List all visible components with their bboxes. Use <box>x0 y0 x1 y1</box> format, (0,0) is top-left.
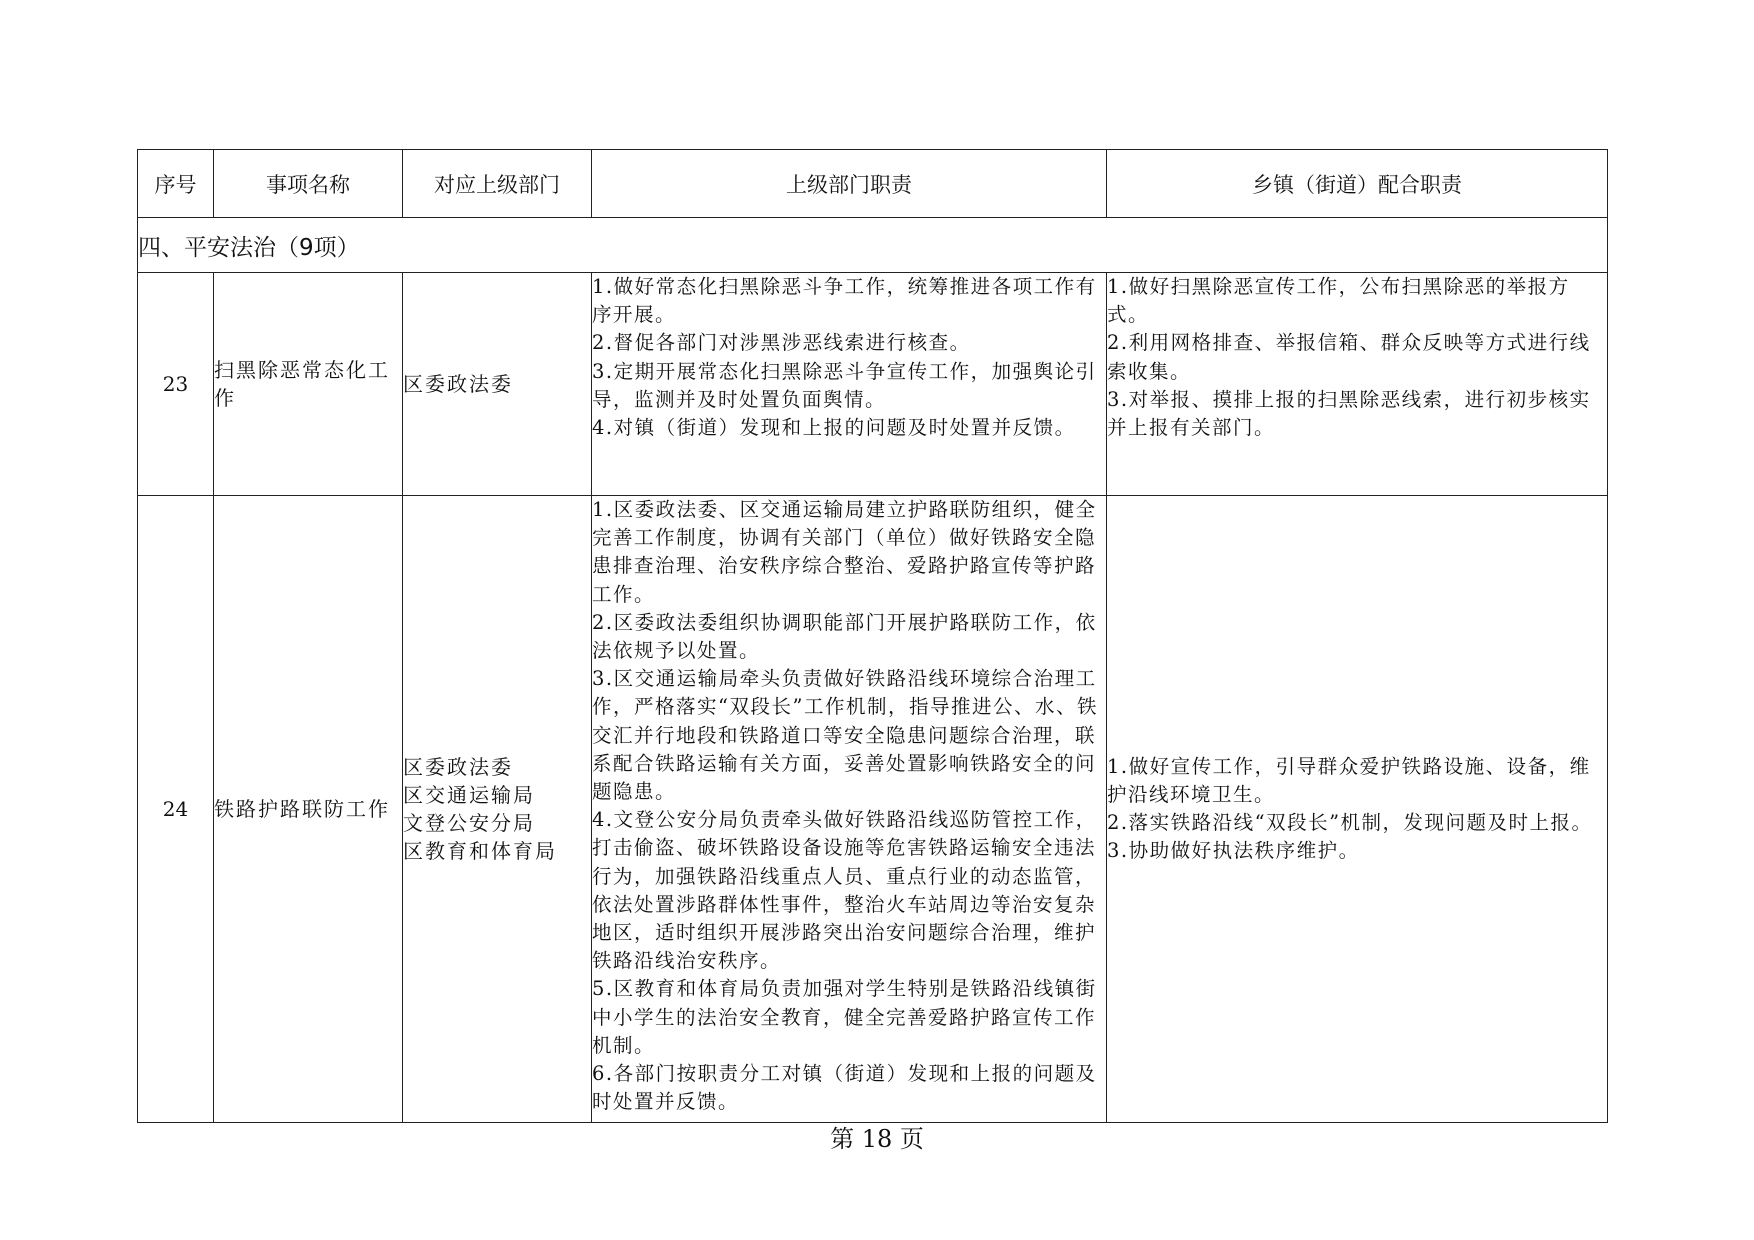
duty-item: 5.区教育和体育局负责加强对学生特别是铁路沿线镇街中小学生的法治安全教育，健全完善爱路护路宣传工作机制。 <box>592 977 1097 1057</box>
town-duty-item: 2.利用网格排查、举报信箱、群众反映等方式进行线索收集。 <box>1107 331 1591 383</box>
header-superior-duties: 上级部门职责 <box>592 150 1107 218</box>
duty-item: 2.区委政法委组织协调职能部门开展护路联防工作，依法依规予以处置。 <box>592 610 1097 663</box>
section-row <box>138 218 1608 273</box>
section-title: 四、平安法治（9项） <box>138 218 1608 273</box>
duty-item: 1.区委政法委、区交通运输局建立护路联防组织，健全完善工作制度，协调有关部门（单位）做好铁路安全隐患排查治理、治安秩序综合整治、爱路护路宣传等护路工作。 <box>592 498 1097 606</box>
town-duty-item: 1.做好宣传工作，引导群众爱护铁路设施、设备，维护沿线环境卫生。 <box>1107 754 1591 806</box>
duty-table <box>137 149 1608 1123</box>
header-row <box>138 150 1608 218</box>
town-duty-item: 3.协助做好执法秩序维护。 <box>1107 839 1360 863</box>
page-number: 第 18 页 <box>830 1125 924 1153</box>
dept-line: 区教育和体育局 <box>403 839 557 863</box>
superior-duties-cell <box>592 496 1107 1123</box>
row-number: 23 <box>138 273 214 496</box>
town-duties-cell <box>1107 496 1608 1123</box>
table-row <box>138 496 1608 1123</box>
superior-dept-cell <box>403 273 592 496</box>
town-duty-item: 1.做好扫黑除恶宣传工作，公布扫黑除恶的举报方式。 <box>1107 275 1570 327</box>
table-row <box>138 273 1608 496</box>
superior-dept-cell <box>403 496 592 1123</box>
dept-line: 区委政法委 <box>403 755 513 779</box>
duty-item: 4.文登公安分局负责牵头做好铁路沿线巡防管控工作，打击偷盗、破坏铁路设备设施等危害铁路运输安全违法行为，加强铁路沿线重点人员、重点行业的动态监管，依法处置涉路群体性事件，整治火车站周边等治安复杂地区，适时组织开展涉路突出治安问题综合治理，维护铁路沿线治安秩序。 <box>592 808 1097 973</box>
dept-line: 区交通运输局 <box>403 783 535 807</box>
item-name: 铁路护路联防工作 <box>214 496 403 1123</box>
header-serial: 序号 <box>138 150 214 218</box>
duty-item: 1.做好常态化扫黑除恶斗争工作，统筹推进各项工作有序开展。 <box>592 275 1097 327</box>
duty-item: 3.区交通运输局牵头负责做好铁路沿线环境综合治理工作，严格落实“双段长”工作机制，指导推进公、水、铁交汇并行地段和铁路道口等安全隐患问题综合治理，联系配合铁路运输有关方面，妥善处置影响铁路安全的问题隐患。 <box>592 667 1098 804</box>
duty-item: 2.督促各部门对涉黑涉恶线索进行核查。 <box>592 331 971 355</box>
header-superior-dept: 对应上级部门 <box>403 150 592 218</box>
dept-line: 文登公安分局 <box>403 811 535 835</box>
dept-line: 区委政法委 <box>403 372 513 396</box>
item-name: 扫黑除恶常态化工作 <box>214 273 403 496</box>
town-duties-cell <box>1107 273 1608 496</box>
superior-duties-cell <box>592 273 1107 496</box>
header-item-name: 事项名称 <box>214 150 403 218</box>
duty-item: 4.对镇（街道）发现和上报的问题及时处置并反馈。 <box>592 416 1076 440</box>
duty-item: 3.定期开展常态化扫黑除恶斗争宣传工作，加强舆论引导，监测并及时处置负面舆情。 <box>592 359 1097 411</box>
header-town-duties: 乡镇（街道）配合职责 <box>1107 150 1608 218</box>
row-number: 24 <box>138 496 214 1123</box>
town-duty-item: 2.落实铁路沿线“双段长”机制，发现问题及时上报。 <box>1107 811 1593 834</box>
town-duty-item: 3.对举报、摸排上报的扫黑除恶线索，进行初步核实并上报有关部门。 <box>1107 387 1591 440</box>
duty-item: 6.各部门按职责分工对镇（街道）发现和上报的问题及时处置并反馈。 <box>592 1062 1097 1114</box>
